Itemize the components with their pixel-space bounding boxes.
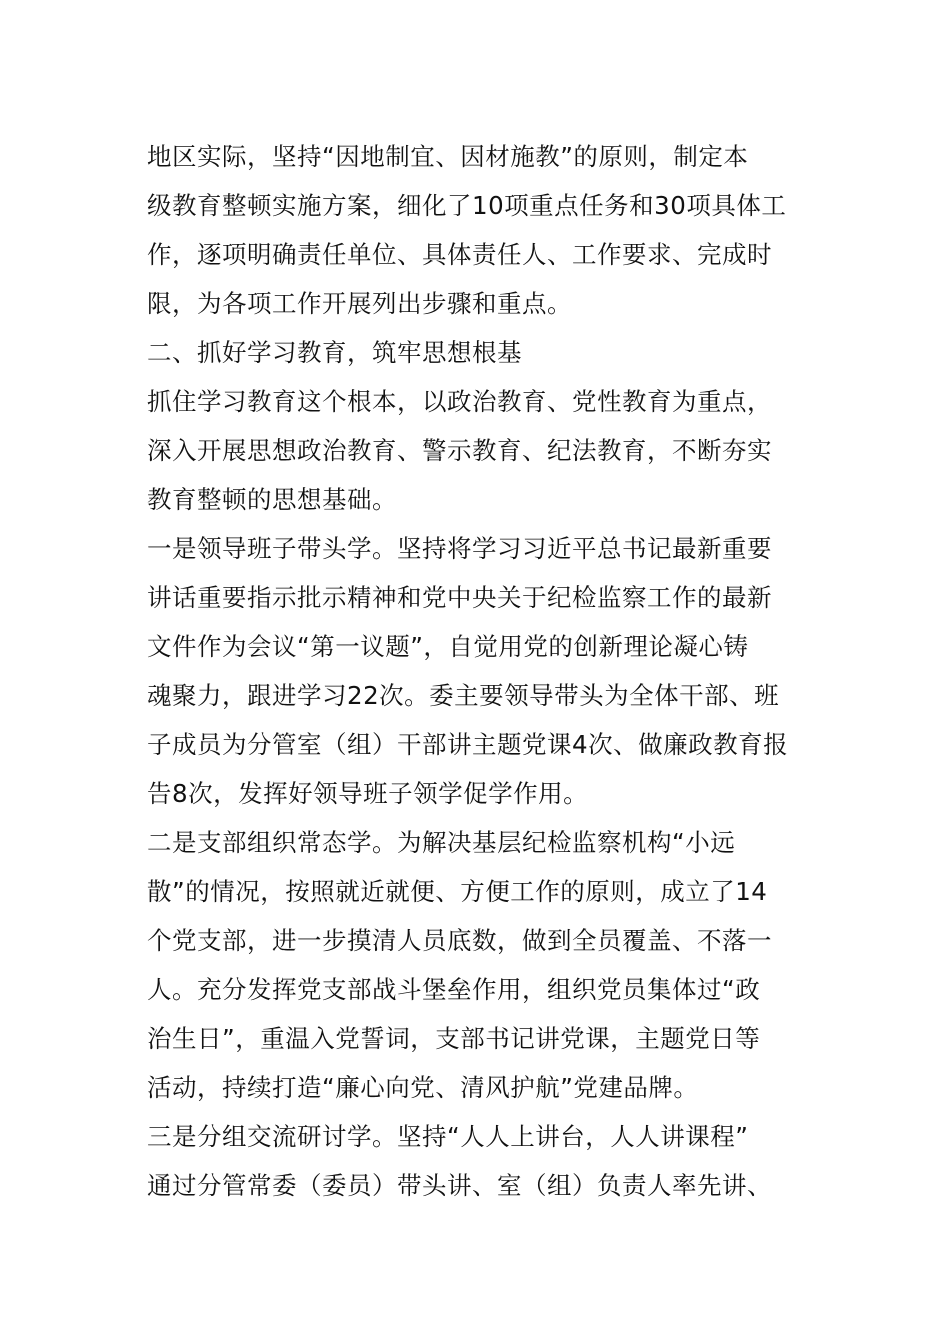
text-line: 级教育整顿实施方案，细化了10项重点任务和30项具体工: [147, 191, 787, 220]
text-line: 子成员为分管室（组）干部讲主题党课4次、做廉政教育报: [147, 730, 789, 759]
text-line: 作，逐项明确责任单位、具体责任人、工作要求、完成时: [147, 240, 772, 269]
text-line: 抓住学习教育这个根本，以政治教育、党性教育为重点，: [147, 387, 772, 416]
text-line: 地区实际，坚持“因地制宜、因材施教”的原则，制定本: [147, 142, 749, 171]
text-line: 人。充分发挥党支部战斗堡垒作用，组织党员集体过“政: [147, 975, 761, 1004]
text-line: 治生日”，重温入党誓词，支部书记讲党课，主题党日等: [147, 1024, 761, 1053]
text-line: 告8次，发挥好领导班子领学促学作用。: [147, 779, 589, 808]
text-line: 文件作为会议“第一议题”，自觉用党的创新理论凝心铸: [147, 632, 749, 661]
text-line: 讲话重要指示批示精神和党中央关于纪检监察工作的最新: [147, 583, 772, 612]
text-line: 活动，持续打造“廉心向党、清风护航”党建品牌。: [147, 1073, 699, 1102]
text-line: 一是领导班子带头学。坚持将学习习近平总书记最新重要: [147, 534, 772, 563]
text-line: 个党支部，进一步摸清人员底数，做到全员覆盖、不落一: [147, 926, 772, 955]
text-line: 教育整顿的思想基础。: [147, 485, 397, 514]
text-line: 魂聚力，跟进学习22次。委主要领导带头为全体干部、班: [147, 681, 780, 710]
paragraph-implementation-plan: [147, 132, 807, 328]
text-line: 通过分管常委（委员）带头讲、室（组）负责人率先讲、: [147, 1171, 772, 1200]
paragraph-study-education: [147, 377, 807, 524]
text-line: 限，为各项工作开展列出步骤和重点。: [147, 289, 572, 318]
text-line: 三是分组交流研讨学。坚持“人人上讲台，人人讲课程”: [147, 1122, 749, 1151]
section-heading: [147, 328, 807, 377]
text-line: 二是支部组织常态学。为解决基层纪检监察机构“小远: [147, 828, 736, 857]
paragraph-branch-study: [147, 818, 807, 1112]
heading-line: 二、抓好学习教育，筑牢思想根基: [147, 338, 522, 367]
paragraph-group-discussion: [147, 1112, 807, 1210]
text-line: 散”的情况，按照就近就便、方便工作的原则，成立了14: [147, 877, 768, 906]
paragraph-leadership-study: [147, 524, 807, 818]
text-line: 深入开展思想政治教育、警示教育、纪法教育，不断夯实: [147, 436, 772, 465]
document-body: [147, 132, 807, 1210]
